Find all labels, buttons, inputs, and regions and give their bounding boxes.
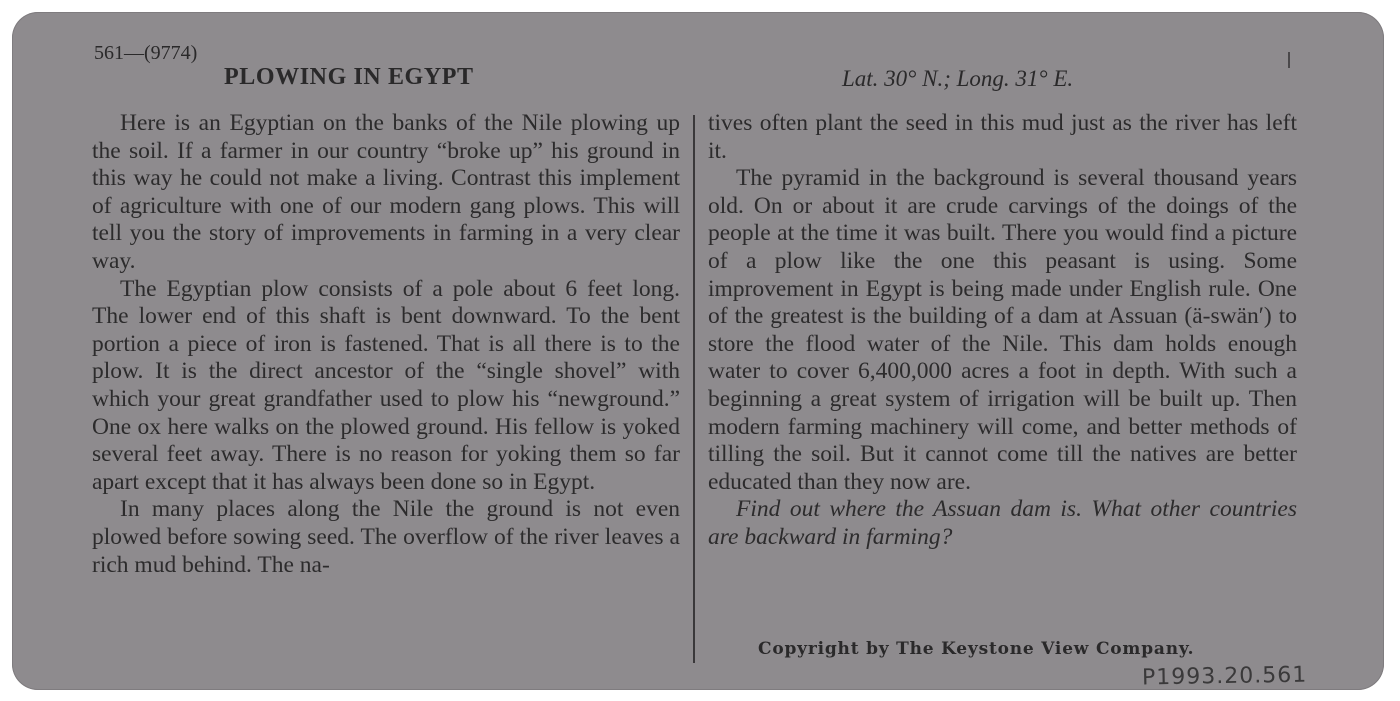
copyright-line: Copyright by The Keystone View Company.	[758, 639, 1195, 659]
coordinates: Lat. 30° N.; Long. 31° E.	[842, 66, 1074, 91]
paragraph: Here is an Egyptian on the banks of the Nile plowing up the soil. If a farmer in our country “broke up” his ground in this way he could not make a living. Contrast this implement of agriculture with one of our modern gang plows. This will tell you the story of improvements in farming in a very clear way.	[92, 110, 680, 274]
paragraph: In many places along the Nile the ground is not even plowed before sowing seed. The overflow of the river leaves a rich mud behind. The na-	[92, 496, 680, 578]
paragraph: The pyramid in the background is several thousand years old. On or about it are crude carvings of the doings of the people at the time it was built. There you would find a picture of a plow like the one this peasant is using. Some improvement in Egypt is being made under English rule. One of the greatest is the building of a dam at Assuan (ä-swän′) to store the flood water of the Nile. This dam holds enough water to cover 6,400,000 acres a foot in depth. With such a beginning a great system of irrigation will be built up. Then modern farming machinery will come, and better methods of tilling the soil. But it cannot come till the natives are better educated than they now are.	[708, 165, 1297, 495]
stereoview-card-back	[12, 12, 1384, 690]
corner-tick-mark	[1288, 52, 1290, 68]
study-question: Find out where the Assuan dam is. What other countries are backward in farming?	[708, 496, 1297, 550]
left-text-column	[92, 110, 680, 579]
continued-paragraph: tives often plant the seed in this mud just as the river has left it.	[708, 110, 1297, 164]
right-text-column	[708, 110, 1297, 552]
card-title: PLOWING IN EGYPT	[224, 64, 474, 90]
paragraph: The Egyptian plow consists of a pole about 6 feet long. The lower end of this shaft is bent downward. To the bent portion a piece of iron is fastened. That is all there is to the plow. It is the direct ancestor of the “single shovel” with which your great grandfather used to plow his “newground.” One ox here walks on the plowed ground. His fellow is yoked several feet away. There is no reason for yoking them so far apart except that it has always been done so in Egypt.	[92, 275, 680, 495]
column-divider	[693, 115, 695, 663]
handwritten-accession-number: P1993.20.561	[1141, 662, 1308, 691]
catalog-number: 561—(9774)	[94, 42, 198, 64]
